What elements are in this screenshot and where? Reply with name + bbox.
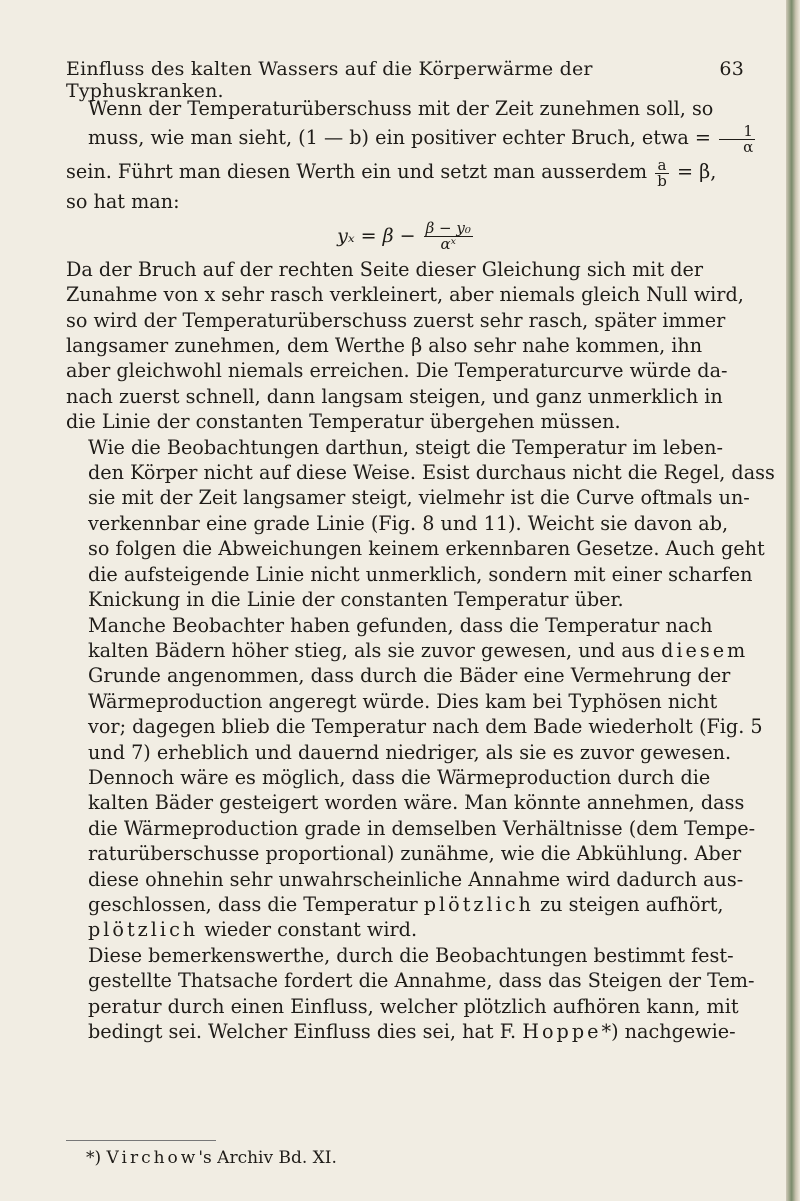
- text-line: Wenn der Temperaturüberschuss mit der Zeit zunehmen soll, so: [88, 97, 714, 120]
- text-line: gestellte Thatsache fordert die Annahme, dass das Steigen der Tem-: [88, 969, 755, 993]
- paragraph-5: [66, 765, 756, 943]
- page-number: 63: [719, 58, 744, 80]
- text-line: Wie die Beobachtungen darthun, steigt die Temperatur im leben-: [88, 435, 723, 459]
- text-line: Dennoch wäre es möglich, dass die Wärmeproduction durch die: [88, 765, 711, 789]
- text-line: so hat man:: [66, 190, 180, 214]
- text-line: und 7) erheblich und dauernd niedriger, als sie es zuvor gewesen.: [88, 740, 732, 764]
- text-line: vor; dagegen blieb die Temperatur nach dem Bade wiederholt (Fig. 5: [88, 715, 763, 739]
- text-line: die Wärmeproduction grade in demselben Verhältnisse (dem Tempe-: [88, 816, 756, 840]
- text-line: kalten Bädern höher stieg, als sie zuvor gewesen, und aus diesem: [88, 638, 749, 662]
- text-line: Diese bemerkenswerthe, durch die Beobachtungen bestimmt fest-: [88, 943, 734, 967]
- paragraph-6: [66, 943, 755, 1045]
- text-line: so wird der Temperaturüberschuss zuerst sehr rasch, später immer: [66, 308, 726, 332]
- text-line: sein. Führt man diesen Werth ein und setzt man ausserdem $\frac{a}{b}$ = β,: [66, 155, 717, 190]
- text-line: die aufsteigende Linie nicht unmerklich, sondern mit einer scharfen: [88, 562, 753, 586]
- body-text: [66, 96, 775, 1044]
- header-title: Einfluss des kalten Wassers auf die Körperwärme der Typhuskranken.: [66, 58, 593, 102]
- paragraph-1: [66, 96, 754, 156]
- text-line: Zunahme von x sehr rasch verkleinert, aber niemals gleich Null wird,: [66, 283, 744, 307]
- text-line: kalten Bäder gesteigert worden wäre. Man könnte annehmen, dass: [88, 791, 745, 815]
- text-line: die Linie der constanten Temperatur übergehen müssen.: [66, 410, 621, 434]
- text-line: diese ohnehin sehr unwahrscheinliche Annahme wird dadurch aus-: [88, 867, 744, 891]
- text-line: Wärmeproduction angeregt würde. Dies kam bei Typhösen nicht: [88, 689, 718, 713]
- formula-fraction: $\frac{\text{β − y₀}}{\text{αˣ}}$: [425, 219, 471, 254]
- text-line: Grunde angenommen, dass durch die Bäder eine Vermehrung der: [88, 664, 731, 688]
- spaced-emphasis: diesem: [661, 638, 749, 662]
- text-line: aber gleichwohl niemals erreichen. Die Temperaturcurve würde da-: [66, 359, 728, 383]
- text-line: nach zuerst schnell, dann langsam steigen, und ganz unmerklich in: [66, 384, 723, 408]
- text-line: sie mit der Zeit langsamer steigt, vielmehr ist die Curve oftmals un-: [88, 486, 750, 510]
- text-line: Knickung in die Linie der constanten Temperatur über.: [88, 588, 624, 612]
- paragraph-2: [66, 257, 746, 435]
- text-line: raturüberschusse proportional) zunähme, wie die Abkühlung. Aber: [88, 842, 742, 866]
- formula: yₓ = β − $\frac{\text{β − y₀}}{\text{αˣ}}$: [337, 219, 471, 254]
- text-line: plötzlich wieder constant wird.: [88, 918, 418, 942]
- fraction-a-over-b: $\frac{a}{b}$: [657, 155, 667, 190]
- paragraph-1-cont: [66, 155, 746, 256]
- paragraph-4: [66, 613, 763, 765]
- text-line: verkennbar eine grade Linie (Fig. 8 und 11). Weicht sie davon ab,: [88, 511, 729, 535]
- fraction-one-over-alpha: $\frac{1}{\alpha}$: [719, 124, 755, 155]
- book-edge: [786, 0, 800, 1201]
- text-line: geschlossen, dass die Temperatur plötzlich zu steigen aufhört,: [88, 892, 724, 916]
- author-name: Hoppe: [522, 1020, 602, 1043]
- footnote: *) Virchow's Archiv Bd. XI.: [86, 1148, 337, 1168]
- spaced-emphasis: plötzlich: [88, 918, 199, 942]
- text-line: langsamer zunehmen, dem Werthe β also sehr nahe kommen, ihn: [66, 334, 703, 358]
- paragraph-3: [66, 435, 775, 613]
- text-line: bedingt sei. Welcher Einfluss dies sei, hat F. Hoppe*) nachgewie-: [88, 1020, 736, 1043]
- footnote-rule: [66, 1140, 216, 1141]
- spaced-emphasis: plötzlich: [423, 892, 534, 916]
- text-line: muss, wie man sieht, (1 — b) ein positiver echter Bruch, etwa = $\frac{1}{\alpha}$: [88, 121, 754, 156]
- text-line: den Körper nicht auf diese Weise. Esist durchaus nicht die Regel, dass: [88, 461, 775, 485]
- text-line: peratur durch einen Einfluss, welcher plötzlich aufhören kann, mit: [88, 994, 739, 1018]
- text-line: Manche Beobachter haben gefunden, dass die Temperatur nach: [88, 613, 713, 637]
- text-line: so folgen die Abweichungen keinem erkennbaren Gesetze. Auch geht: [88, 537, 765, 561]
- text-line: Da der Bruch auf der rechten Seite dieser Gleichung sich mit der: [66, 257, 704, 281]
